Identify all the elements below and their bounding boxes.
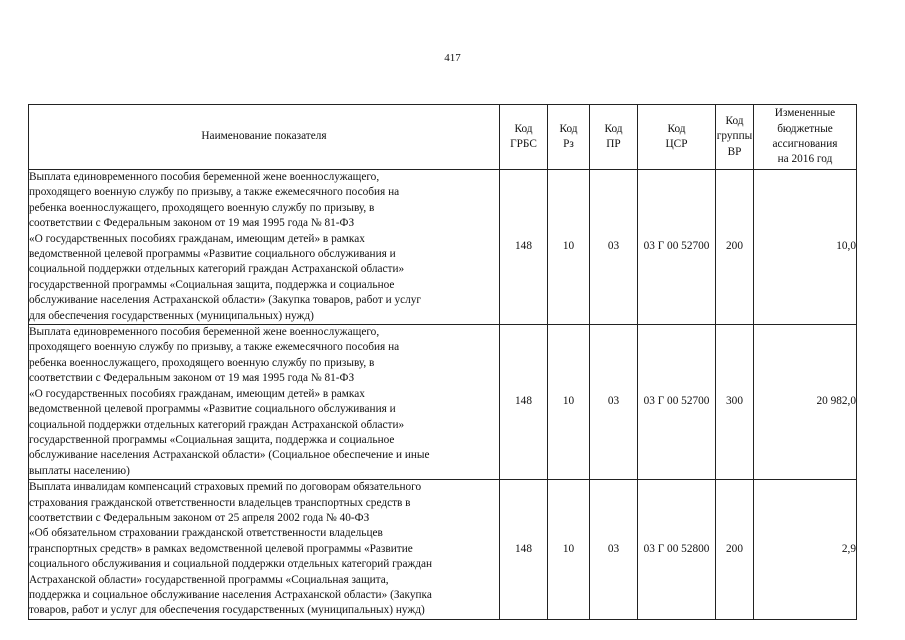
code-grbs: 148: [500, 480, 548, 620]
code-vr: 200: [716, 480, 754, 620]
header-line: Код: [604, 122, 623, 135]
header-line: Рз: [563, 138, 574, 150]
header-line: Измененные: [774, 107, 836, 120]
code-pr: 03: [590, 170, 638, 325]
header-line: ВР: [727, 145, 742, 158]
indicator-name-line: социальной поддержки отдельных категорий граждан Астраханской области»: [29, 263, 405, 276]
indicator-name-line: обслуживание населения Астраханской области» (Социальное обеспечение и иные: [29, 449, 430, 462]
indicator-name-line: для обеспечения государственных (муниципальных) нужд): [29, 309, 314, 322]
indicator-name-line: проходящего военную службу по призыву, а также ежемесячного пособия на: [29, 341, 400, 354]
table-header-row: [29, 105, 857, 170]
indicator-name-line: соответствии с Федеральным законом от 25 апреля 2002 года № 40-ФЗ: [29, 511, 370, 524]
code-csr: 03 Г 00 52700: [638, 170, 716, 325]
header-line: ассигнования: [772, 138, 838, 150]
code-grbs: 148: [500, 170, 548, 325]
indicator-name-line: «О государственных пособиях гражданам, имеющим детей» в рамках: [29, 387, 365, 400]
header-pr: [590, 105, 638, 170]
header-grbs: [500, 105, 548, 170]
indicator-name-line: обслуживание населения Астраханской области» (Закупка товаров, работ и услуг: [29, 294, 422, 307]
indicator-name-line: Выплата единовременного пособия беременной жене военнослужащего,: [29, 171, 380, 183]
indicator-name-line: товаров, работ и услуг для обеспечения государственных (муниципальных) нужд): [29, 604, 425, 617]
code-pr: 03: [590, 325, 638, 480]
amount-2016: 2,9: [754, 480, 857, 620]
code-csr: 03 Г 00 52800: [638, 480, 716, 620]
indicator-name-line: соответствии с Федеральным законом от 19 мая 1995 года № 81-ФЗ: [29, 217, 355, 230]
indicator-name-line: государственной программы «Социальная защита, поддержка и социальное: [29, 278, 395, 291]
code-rz: 10: [548, 325, 590, 480]
indicator-name-line: поддержка и социальное обслуживание населения Астраханской области» (Закупка: [29, 588, 432, 601]
header-line: Наименование показателя: [201, 130, 327, 143]
header-csr: [638, 105, 716, 170]
indicator-name-line: страхования гражданской ответственности владельцев транспортных средств в: [29, 496, 411, 509]
indicator-name-line: ведомственной целевой программы «Развитие социального обслуживания и: [29, 248, 396, 261]
indicator-name-line: Выплата единовременного пособия беременной жене военнослужащего,: [29, 326, 380, 339]
indicator-name-line: Выплата инвалидам компенсаций страховых премий по договорам обязательного: [29, 481, 422, 494]
header-line: Код: [667, 122, 686, 135]
indicator-name-line: ведомственной целевой программы «Развитие социального обслуживания и: [29, 403, 396, 416]
indicator-name-line: транспортных средств» в рамках ведомственной целевой программы «Развитие: [29, 542, 413, 555]
indicator-name-line: проходящего военную службу по призыву, а также ежемесячного пособия на: [29, 186, 400, 199]
code-vr: 200: [716, 170, 754, 325]
header-name: [29, 105, 500, 170]
indicator-name-line: выплаты населению): [29, 464, 130, 477]
amount-2016: 10,0: [754, 170, 857, 325]
indicator-name-line: ребенка военнослужащего, проходящего военную службу по призыву, в: [29, 201, 375, 214]
header-rz: [548, 105, 590, 170]
header-line: ГРБС: [510, 138, 537, 150]
code-csr: 03 Г 00 52700: [638, 325, 716, 480]
code-rz: 10: [548, 170, 590, 325]
indicator-name-line: социального обслуживания и социальной поддержки отдельных категорий граждан: [29, 558, 433, 571]
code-grbs: 148: [500, 325, 548, 480]
table-body: [29, 170, 857, 620]
header-line: ПР: [606, 138, 621, 150]
indicator-name: [29, 170, 500, 325]
indicator-name-line: «О государственных пособиях гражданам, имеющим детей» в рамках: [29, 232, 365, 245]
header-line: ЦСР: [665, 138, 688, 150]
amount-2016: 20 982,0: [754, 325, 857, 480]
indicator-name-line: соответствии с Федеральным законом от 19 мая 1995 года № 81-ФЗ: [29, 372, 355, 385]
table-row: [29, 480, 857, 620]
indicator-name: [29, 480, 500, 620]
code-pr: 03: [590, 480, 638, 620]
indicator-name-line: социальной поддержки отдельных категорий граждан Астраханской области»: [29, 418, 405, 431]
header-line: Код: [725, 114, 744, 127]
table-row: [29, 170, 857, 325]
page-number: 417: [444, 52, 461, 64]
header-amount: [754, 105, 857, 170]
header-line: бюджетные: [777, 122, 833, 135]
header-line: на 2016 год: [777, 153, 833, 166]
header-line: Код: [559, 122, 578, 135]
indicator-name-line: ребенка военнослужащего, проходящего военную службу по призыву, в: [29, 356, 375, 369]
header-line: группы: [716, 130, 753, 143]
table-row: [29, 325, 857, 480]
indicator-name-line: «Об обязательном страховании гражданской ответственности владельцев: [29, 527, 383, 540]
code-rz: 10: [548, 480, 590, 620]
indicator-name-line: государственной программы «Социальная защита, поддержка и социальное: [29, 433, 395, 446]
header-line: Код: [514, 122, 533, 135]
indicator-name: [29, 325, 500, 480]
code-vr: 300: [716, 325, 754, 480]
budget-table: [28, 104, 857, 620]
indicator-name-line: Астраханской области» государственной программы «Социальная защита,: [29, 573, 389, 586]
header-vr: [716, 105, 754, 170]
